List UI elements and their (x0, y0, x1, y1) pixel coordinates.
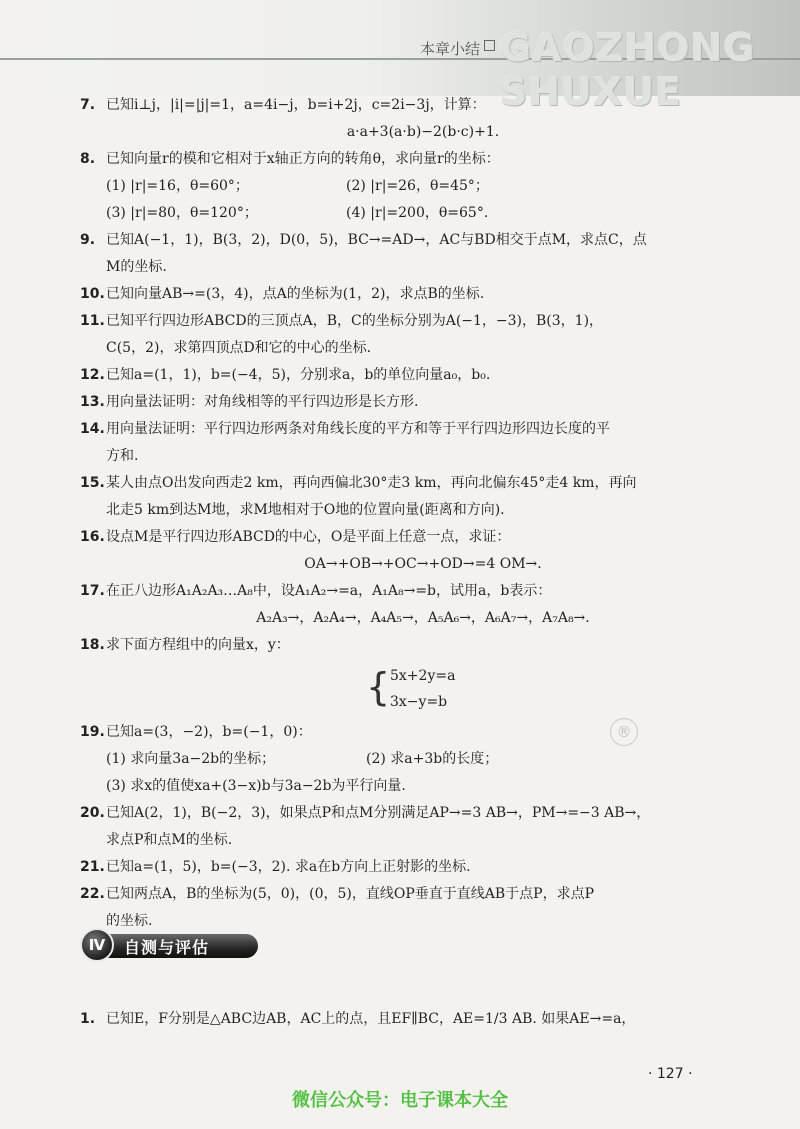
page-number: · 127 · (648, 1066, 693, 1082)
problem-9 (80, 227, 740, 281)
problem-text-cont: 北走5 km到达M地，求M地相对于O地的位置向量(距离和方向). (106, 502, 505, 518)
problem-10 (80, 281, 740, 308)
problem-number: 16. (80, 529, 105, 545)
problem-number: 7. (80, 97, 96, 113)
problem-text: 用向量法证明：平行四边形两条对角线长度的平方和等于平行四边形四边长度的平 (106, 421, 610, 437)
chapter-summary-title: 本章小结 (420, 40, 481, 58)
square-icon (484, 40, 495, 51)
problem-formula: OA→+OB→+OC→+OD→=4 OM→. (304, 556, 542, 572)
brace-symbol: { (366, 665, 391, 709)
problem-number: 17. (80, 583, 105, 599)
option: (2) |r|=26，θ=45°； (346, 178, 489, 194)
problem-20 (80, 800, 740, 854)
problem-7 (80, 92, 740, 119)
problem-number: 8. (80, 151, 96, 167)
problem-list (80, 92, 740, 935)
problem-16 (80, 524, 740, 551)
problem-formula: a·a+3(a·b)−2(b·c)+1. (346, 124, 500, 140)
section-title: 自测与评估 (124, 938, 210, 957)
problem-number: 13. (80, 394, 105, 410)
problem-17 (80, 578, 740, 605)
problem-text: 已知A(2，1)，B(−2，3)，如果点P和点M分别满足AP→=3 AB→，PM→=−3 AB→， (106, 805, 651, 821)
problem-number: 18. (80, 637, 105, 653)
problem-number: 12. (80, 367, 105, 383)
problem-8 (80, 146, 740, 173)
problem-22 (80, 881, 740, 935)
problem-options (80, 173, 740, 227)
section-roman-numeral: Ⅳ (80, 928, 114, 962)
problem-text: 已知两点A，B的坐标为(5，0)，(0，5)，直线OP垂直于直线AB于点P，求点P (106, 886, 595, 902)
problem-13 (80, 389, 740, 416)
registered-seal: ® (610, 718, 638, 746)
problem-text: 用向量法证明：对角线相等的平行四边形是长方形. (106, 394, 419, 410)
problem-12 (80, 362, 740, 389)
problem-text: 已知E，F分别是△ABC边AB，AC上的点，且EF∥BC，AE=1/3 AB. 如果AE→=a， (106, 1011, 636, 1027)
problem-14 (80, 416, 740, 470)
problem-19 (80, 719, 740, 746)
problem-text: 已知A(−1，1)，B(3，2)，D(0，5)，BC→=AD→，AC与BD相交于点M，求点C，点 (106, 232, 647, 248)
problem-text-cont: 的坐标. (106, 913, 153, 929)
problem-number: 10. (80, 286, 105, 302)
problem-number: 1. (80, 1011, 96, 1027)
problem-number: 20. (80, 805, 105, 821)
problem-number: 9. (80, 232, 96, 248)
problem-number: 19. (80, 724, 105, 740)
problem-number: 15. (80, 475, 105, 491)
problem-11 (80, 308, 740, 362)
problem-text: 设点M是平行四边形ABCD的中心，O是平面上任意一点，求证： (106, 529, 511, 545)
section-heading (80, 928, 260, 962)
option: (2) 求a+3b的长度； (366, 751, 499, 767)
problem-number: 11. (80, 313, 105, 329)
problem-text: 已知平行四边形ABCD的三顶点A，B，C的坐标分别为A(−1，−3)，B(3，1)， (106, 313, 604, 329)
equation: 5x+2y=a (390, 668, 456, 684)
problem-text: 已知a=(1，5)，b=(−3，2). 求a在b方向上正射影的坐标. (106, 859, 471, 875)
problem-number: 22. (80, 886, 105, 902)
option: (1) 求向量3a−2b的坐标； (106, 751, 276, 767)
header-watermark: GAOZHONG SHUXUE (500, 26, 756, 114)
problem-text-cont: M的坐标. (106, 259, 167, 275)
option: (3) 求x的值使xa+(3−x)b与3a−2b为平行向量. (106, 778, 406, 794)
problem-options (80, 746, 740, 773)
problem-21 (80, 854, 740, 881)
equation: 3x−y=b (390, 694, 448, 710)
problem-options (80, 773, 740, 800)
problem-formula: A₂A₃→，A₂A₄→，A₄A₅→，A₅A₆→，A₆A₇→，A₇A₈→. (256, 610, 590, 626)
problem-text: 某人由点O出发向西走2 km，再向西偏北30°走3 km，再向北偏东45°走4 km，再向 (106, 475, 637, 491)
problem-text: 求下面方程组中的向量x，y： (106, 637, 290, 653)
problem-text: 已知a=(1，1)，b=(−4，5)，分别求a，b的单位向量a₀，b₀. (106, 367, 491, 383)
problem-text: 在正八边形A₁A₂A₃…A₈中，设A₁A₂→=a，A₁A₈→=b，试用a，b表示： (106, 583, 552, 599)
option: (4) |r|=200，θ=65°. (346, 205, 489, 221)
problem-text-cont: C(5，2)，求第四顶点D和它的中心的坐标. (106, 340, 372, 356)
footer-watermark: 微信公众号：电子课本大全 (292, 1090, 508, 1111)
equation-system (366, 663, 740, 715)
option: (1) |r|=16，θ=60°； (106, 178, 249, 194)
problem-text: 已知a=(3，−2)，b=(−1，0)： (106, 724, 312, 740)
problem-15 (80, 470, 740, 524)
problem-text: 已知i⊥j，|i|=|j|=1，a=4i−j，b=i+2j，c=2i−3j，计算： (106, 97, 486, 113)
self-test-problem-1 (80, 1006, 796, 1033)
problem-number: 21. (80, 859, 105, 875)
problem-text-cont: 方和. (106, 448, 139, 464)
problem-text: 已知向量r的模和它相对于x轴正方向的转角θ，求向量r的坐标： (106, 151, 500, 167)
problem-text: 已知向量AB→=(3，4)，点A的坐标为(1，2)，求点B的坐标. (106, 286, 485, 302)
problem-number: 14. (80, 421, 105, 437)
option: (3) |r|=80，θ=120°； (106, 205, 258, 221)
problem-text-cont: 求点P和点M的坐标. (106, 832, 233, 848)
problem-18 (80, 632, 740, 659)
